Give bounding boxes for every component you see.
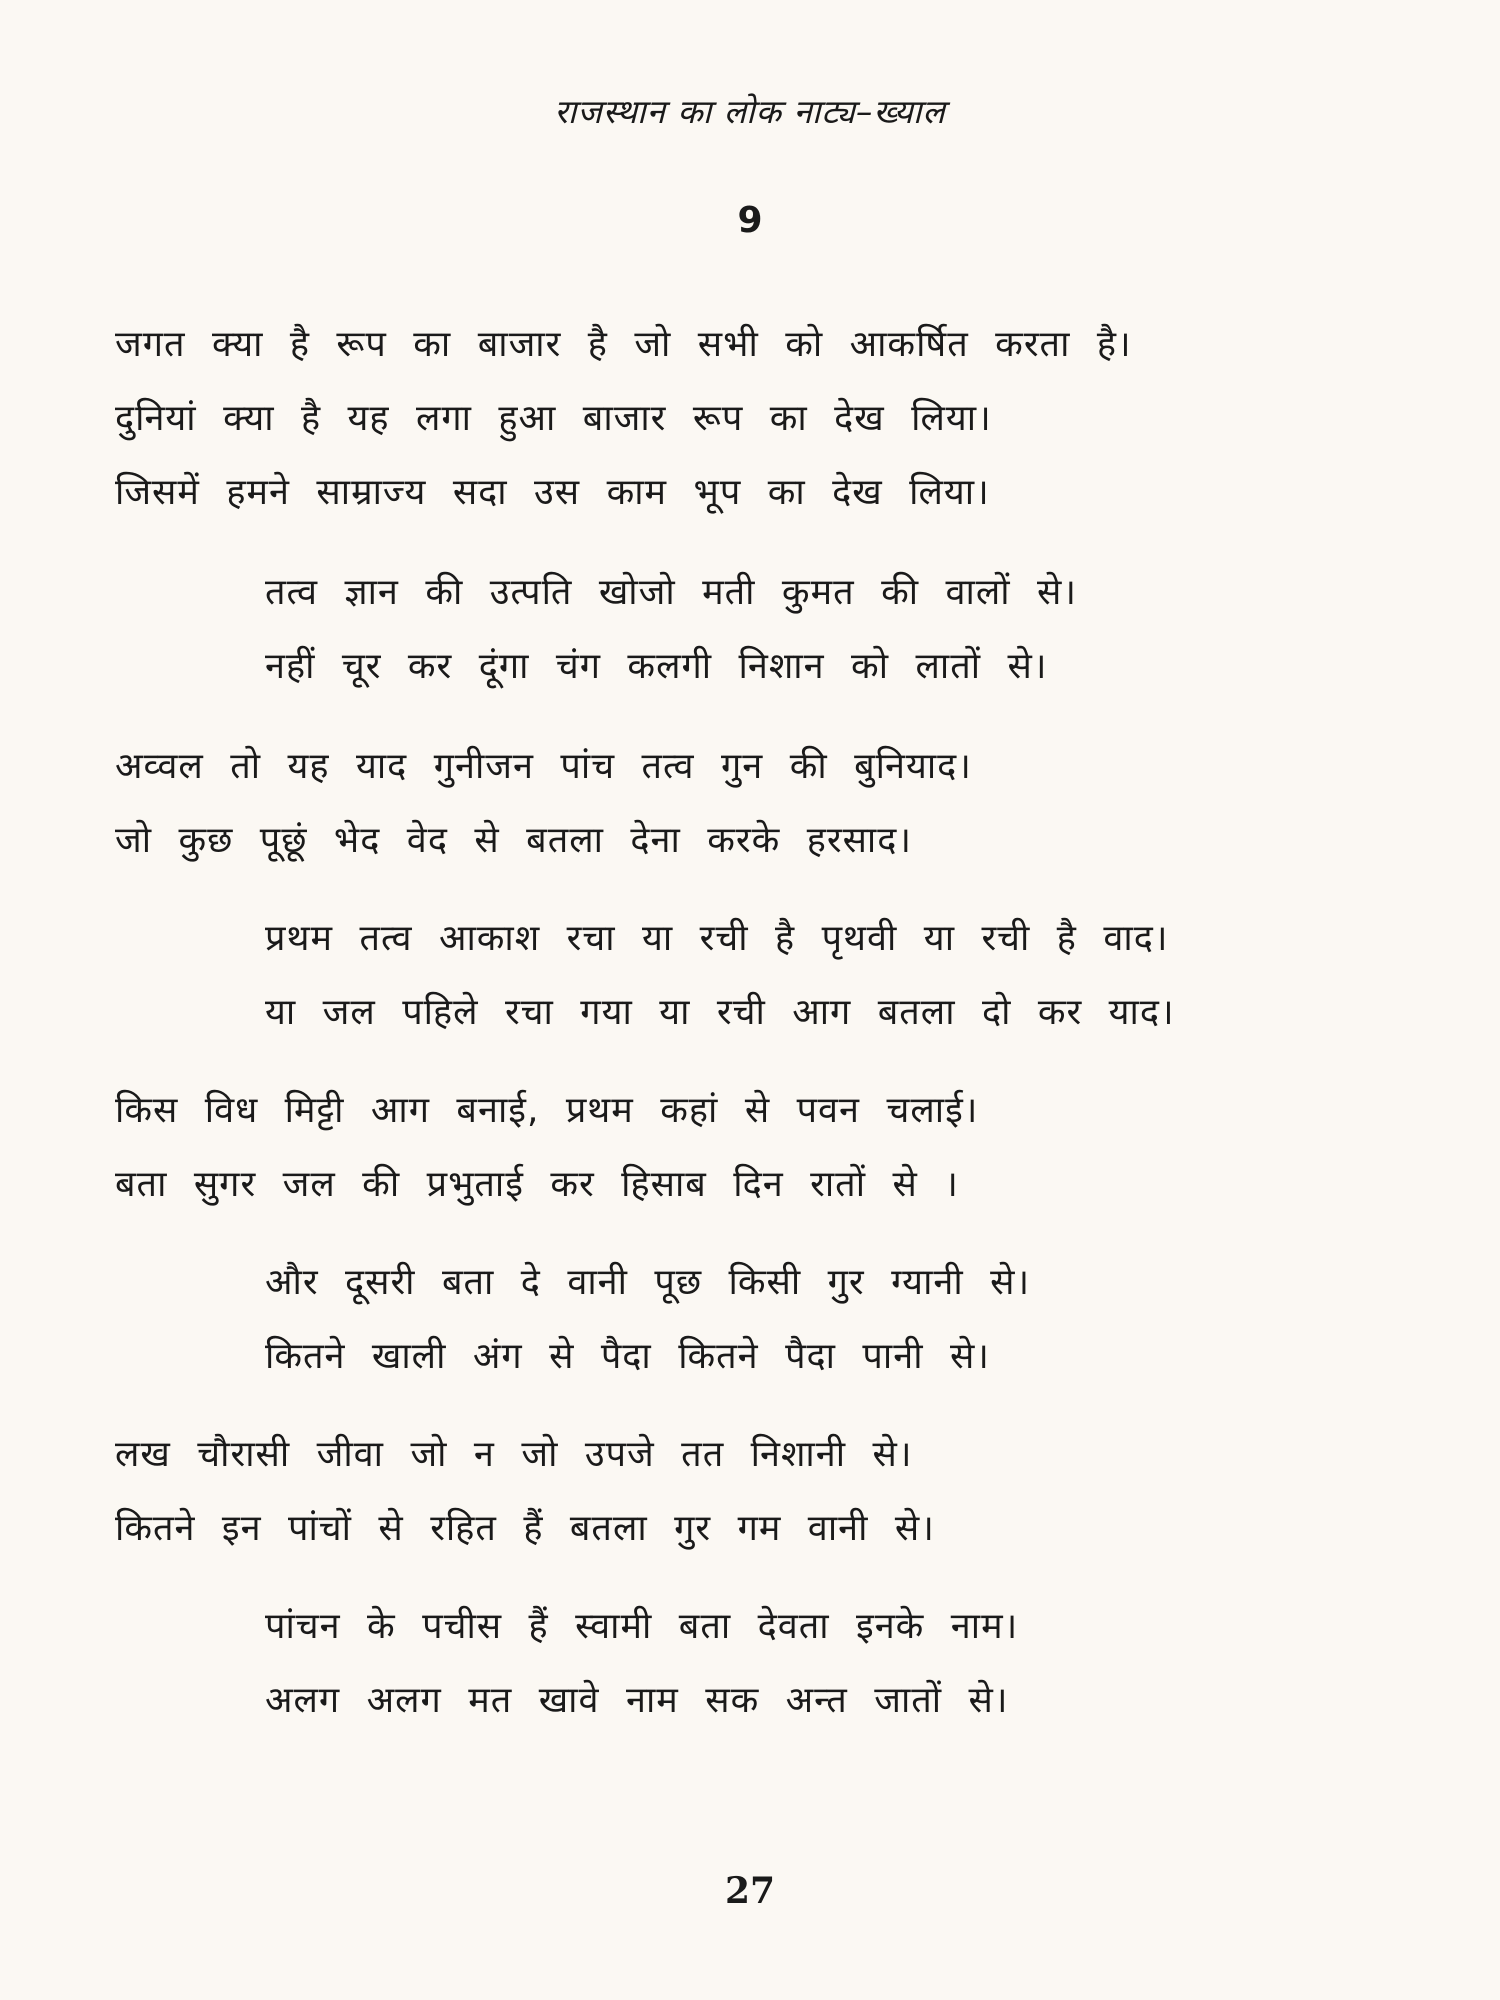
verse-line: पांचन के पचीस हैं स्वामी बता देवता इनके नाम। <box>265 1606 1019 1647</box>
verse-line: बता सुगर जल की प्रभुताई कर हिसाब दिन रातों से । <box>115 1164 959 1205</box>
page-number: 27 <box>724 1870 776 1912</box>
verse-line: किस विध मिट्टी आग बनाई, प्रथम कहां से पवन चलाई। <box>115 1090 979 1131</box>
verse-line: या जल पहिले रचा गया या रची आग बतला दो कर याद। <box>265 992 1175 1033</box>
running-head: राजस्थान का लोक नाट्य–ख्याल <box>554 92 946 131</box>
verse-line: जिसमें हमने साम्राज्य सदा उस काम भूप का देख लिया। <box>115 472 990 513</box>
verse-line: कितने खाली अंग से पैदा कितने पैदा पानी से। <box>265 1336 990 1377</box>
verse-line: कितने इन पांचों से रहित हैं बतला गुर गम वानी से। <box>115 1508 935 1549</box>
verse-line: दुनियां क्या है यह लगा हुआ बाजार रूप का देख लिया। <box>115 398 992 439</box>
verse-line: प्रथम तत्व आकाश रचा या रची है पृथवी या रची है वाद। <box>265 918 1169 959</box>
verse-line: अव्वल तो यह याद गुनीजन पांच तत्व गुन की बुनियाद। <box>115 746 972 787</box>
section-number: 9 <box>737 200 763 241</box>
verse-line: तत्व ज्ञान की उत्पति खोजो मती कुमत की वालों से। <box>265 572 1077 613</box>
verse-line: जगत क्या है रूप का बाजार है जो सभी को आकर्षित करता है। <box>115 324 1132 365</box>
verse-line: जो कुछ पूछूं भेद वेद से बतला देना करके हरसाद। <box>115 820 912 861</box>
verse-line: लख चौरासी जीवा जो न जो उपजे तत निशानी से। <box>115 1434 913 1475</box>
verse-line: नहीं चूर कर दूंगा चंग कलगी निशान को लातों से। <box>265 646 1048 687</box>
verse-line: अलग अलग मत खावे नाम सक अन्त जातों से। <box>265 1680 1009 1721</box>
verse-line: और दूसरी बता दे वानी पूछ किसी गुर ग्यानी से। <box>265 1262 1031 1303</box>
